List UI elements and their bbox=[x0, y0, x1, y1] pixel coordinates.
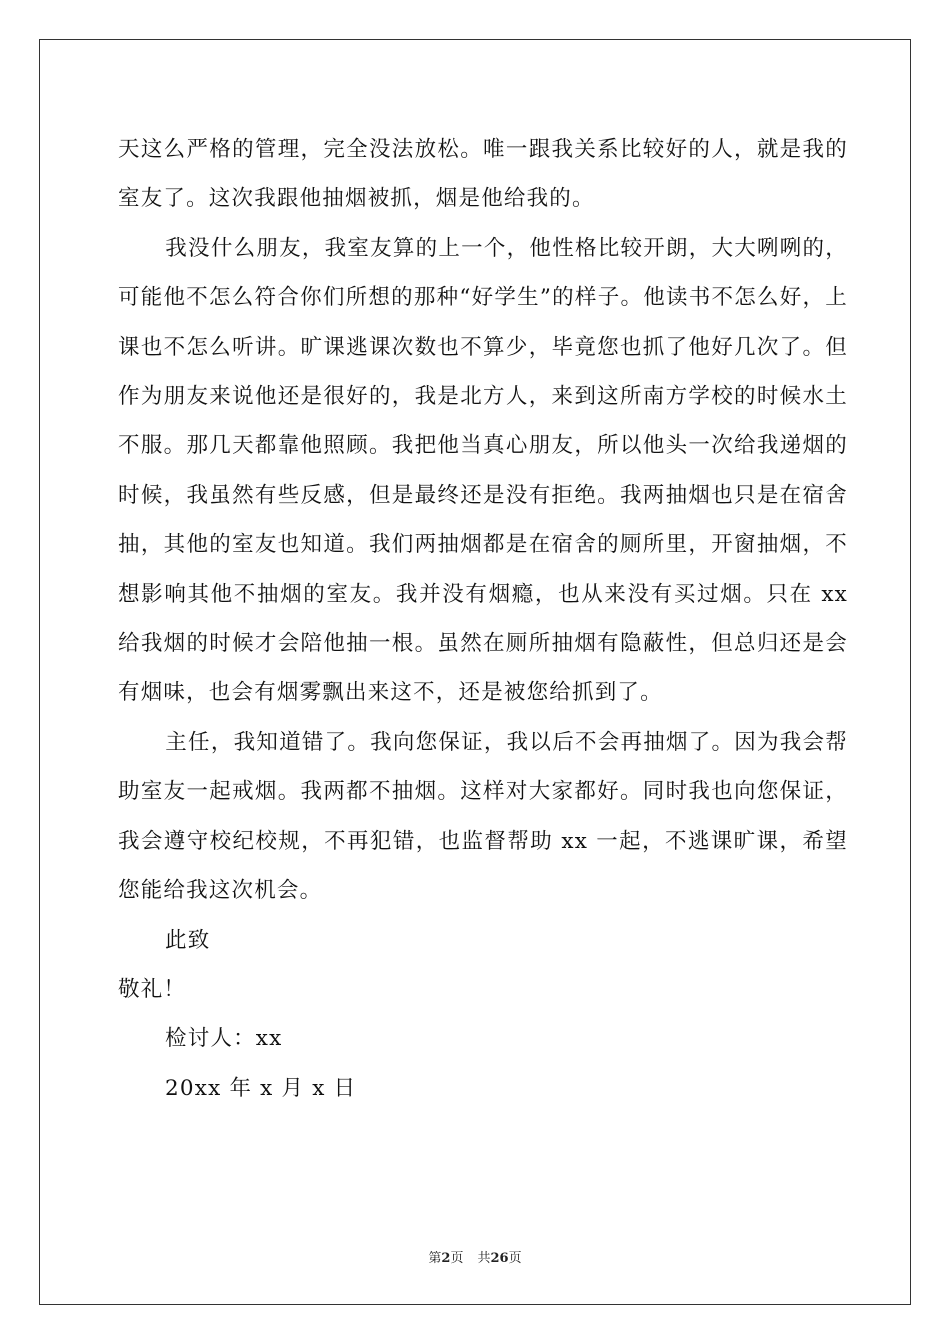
total-pages: 26 bbox=[490, 1251, 509, 1266]
page-number: 2 bbox=[441, 1251, 451, 1266]
page-prefix: 第 bbox=[428, 1251, 442, 1266]
paragraph-3: 主任，我知道错了。我向您保证，我以后不会再抽烟了。因为我会帮助室友一起戒烟。我两都不抽烟。这样对大家都好。同时我也向您保证，我会遵守校纪校规，不再犯错，也监督帮助 xx 一起，不逃课旷课，希望您能给我这次机会。 bbox=[118, 729, 848, 904]
paragraph-1: 天这么严格的管理，完全没法放松。唯一跟我关系比较好的人，就是我的室友了。这次我跟他抽烟被抓，烟是他给我的。 bbox=[118, 137, 848, 212]
date-line: 20xx 年 x 月 x 日 bbox=[165, 1075, 357, 1101]
document-body bbox=[118, 125, 848, 1113]
signature-line: 检讨人：xx bbox=[165, 1026, 283, 1052]
total-suffix: 页 bbox=[508, 1251, 522, 1266]
total-prefix: 共 bbox=[477, 1251, 491, 1266]
salute-line: 敬礼！ bbox=[118, 976, 187, 1002]
closing-line: 此致 bbox=[165, 927, 211, 953]
page-footer bbox=[0, 1247, 950, 1266]
paragraph-2: 我没什么朋友，我室友算的上一个，他性格比较开朗，大大咧咧的，可能他不怎么符合你们所想的那种“好学生”的样子。他读书不怎么好，上课也不怎么听讲。旷课逃课次数也不算少，毕竟您也抓了他好几次了。但作为朋友来说他还是很好的，我是北方人，来到这所南方学校的时候水土不服。那几天都靠他照顾。我把他当真心朋友，所以他头一次给我递烟的时候，我虽然有些反感，但是最终还是没有拒绝。我两抽烟也只是在宿舍抽，其他的室友也知道。我们两抽烟都是在宿舍的厕所里，开窗抽烟，不想影响其他不抽烟的室友。我并没有烟瘾，也从来没有买过烟。只在 xx 给我烟的时候才会陪他抽一根。虽然在厕所抽烟有隐蔽性，但总归还是会有烟味，也会有烟雾飘出来这不，还是被您给抓到了。 bbox=[118, 235, 848, 706]
page-suffix: 页 bbox=[450, 1251, 464, 1266]
